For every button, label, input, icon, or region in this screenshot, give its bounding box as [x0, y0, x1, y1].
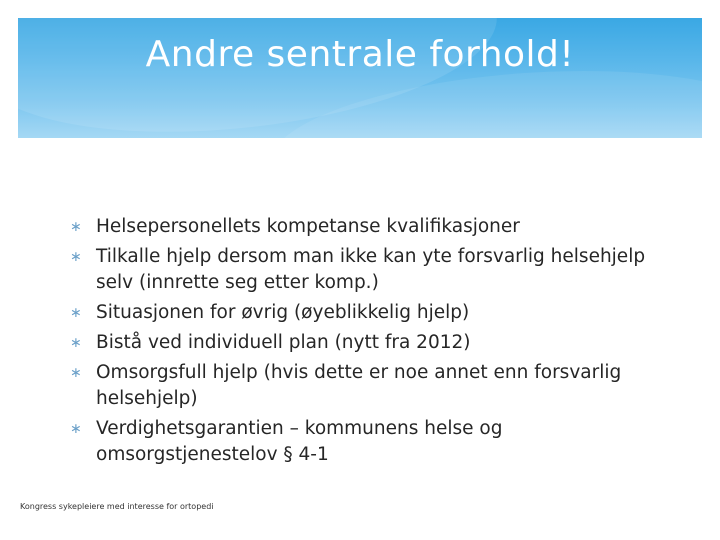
asterisk-bullet-icon: ∗: [70, 305, 82, 321]
list-item: [68, 360, 668, 412]
bullet-text: Helsepersonellets kompetanse kvalifikasjoner: [96, 216, 520, 237]
bullet-text: Omsorgsfull hjelp (hvis dette er noe annet enn forsvarlig helsehjelp): [96, 362, 622, 409]
bullet-text: Tilkalle hjelp dersom man ikke kan yte forsvarlig helsehjelp selv (innrette seg etter komp.): [96, 246, 646, 293]
bullet-text: Situasjonen for øvrig (øyeblikkelig hjelp): [96, 302, 470, 323]
asterisk-bullet-icon: ∗: [70, 219, 82, 235]
bullet-text: Bistå ved individuell plan (nytt fra 2012): [96, 332, 471, 353]
list-item: [68, 214, 668, 240]
asterisk-bullet-icon: ∗: [70, 335, 82, 351]
bullet-text: Verdighetsgarantien – kommunens helse og omsorgstjenestelov § 4-1: [96, 418, 503, 465]
bullet-list: [68, 214, 668, 472]
list-item: [68, 330, 668, 356]
asterisk-bullet-icon: ∗: [70, 365, 82, 381]
slide-title: Andre sentrale forhold!: [145, 34, 575, 75]
slide-footer: Kongress sykepleiere med interesse for ortopedi: [20, 502, 214, 511]
asterisk-bullet-icon: ∗: [70, 421, 82, 437]
asterisk-bullet-icon: ∗: [70, 249, 82, 265]
list-item: [68, 244, 668, 296]
list-item: [68, 300, 668, 326]
list-item: [68, 416, 668, 468]
